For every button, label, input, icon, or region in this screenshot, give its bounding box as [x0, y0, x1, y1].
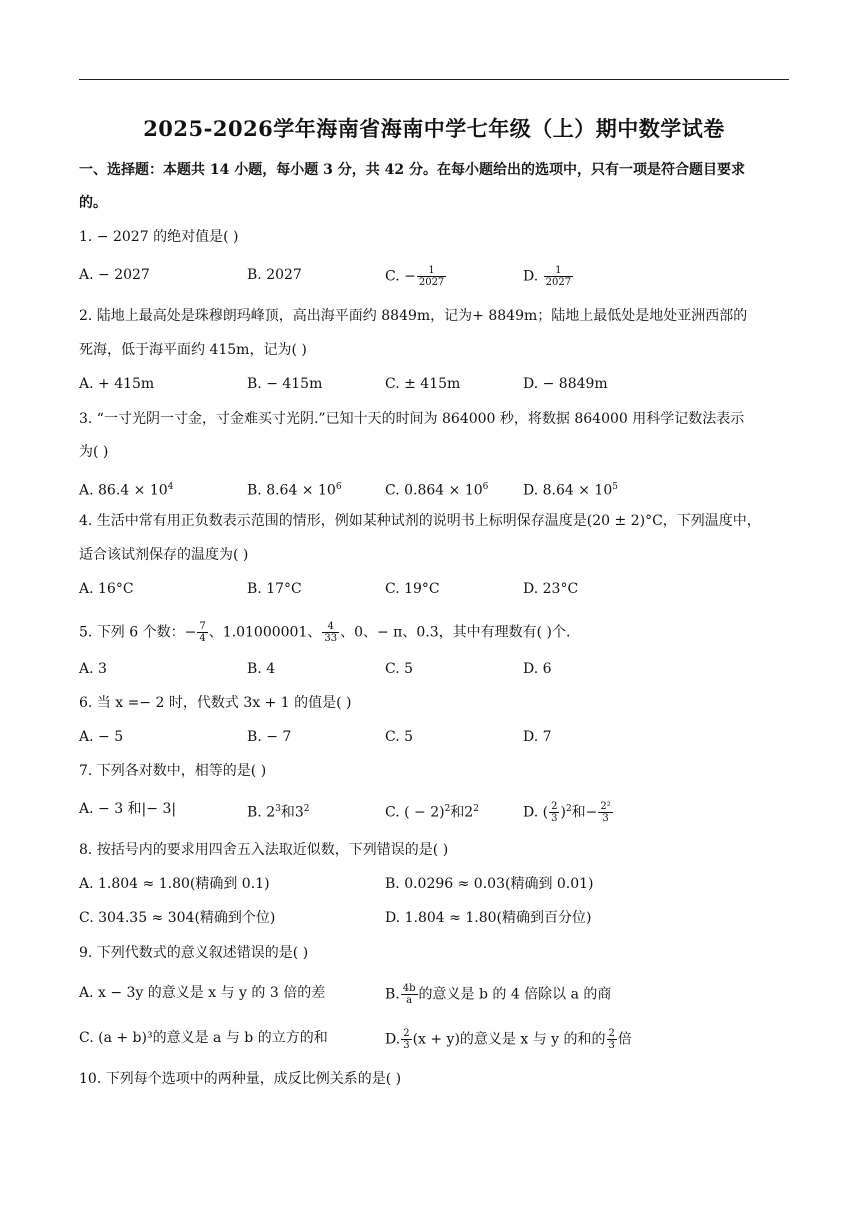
- header-rule: [79, 79, 789, 80]
- q1-option-d: D. $\frac{1}{2027}$: [523, 265, 572, 288]
- q8-option-c: C. 304.35 ≈ 304(精确到个位): [79, 910, 276, 926]
- page-title: 2025-2026学年海南省海南中学七年级（上）期中数学试卷: [143, 116, 725, 141]
- question-2: 2. 陆地上最高处是珠穆朗玛峰顶，高出海平面约 8849m，记为+ 8849m；陆地上最低处是地处亚洲西部的: [79, 308, 748, 324]
- q6-option-c: C. 5: [385, 729, 414, 745]
- q2-option-d: D. − 8849m: [523, 376, 608, 392]
- q9-option-b: B. $\frac{4b}{a}$ 的意义是 b 的 4 倍除以 a 的商: [385, 983, 612, 1006]
- q5-option-b: B. 4: [247, 661, 276, 677]
- question-9: 9. 下列代数式的意义叙述错误的是( ): [79, 945, 309, 961]
- q7-option-d: D. ( $\frac{2}{3}$ )$^2$和− $\frac{\text{2²}}{3}$: [523, 801, 611, 825]
- q4-option-d: D. 23°C: [523, 581, 579, 597]
- q2-option-b: B. − 415m: [247, 376, 323, 392]
- q4-option-a: A. 16°C: [79, 581, 134, 597]
- q9-option-a: A. x − 3y 的意义是 x 与 y 的 3 倍的差: [79, 985, 326, 1001]
- q1-option-a: A. − 2027: [79, 267, 150, 283]
- q5-option-c: C. 5: [385, 661, 414, 677]
- question-3-cont: 为( ): [79, 444, 109, 460]
- question-4-cont: 适合该试剂保存的温度为( ): [79, 547, 249, 563]
- q4-option-c: C. 19°C: [385, 581, 440, 597]
- q3-option-c: C. $0.864 \times 10^6$: [385, 482, 489, 499]
- q1-option-b: B. 2027: [247, 267, 302, 283]
- question-3: 3. “一寸光阴一寸金，寸金难买寸光阴.”已知十天的时间为 864000 秒，将数据 864000 用科学记数法表示: [79, 411, 745, 427]
- q8-option-a: A. 1.804 ≈ 1.80(精确到 0.1): [79, 876, 270, 892]
- q7-option-c: C. ( − 2)$^2$和$2^2$: [385, 804, 479, 821]
- q3-option-a: A. $86.4 \times 10^4$: [79, 482, 174, 499]
- q3-option-d: D. $8.64 \times 10^5$: [523, 482, 618, 499]
- q1-option-c: C. − $\frac{1}{2027}$: [385, 265, 445, 288]
- question-1: 1. − 2027 的绝对值是( ): [79, 229, 239, 245]
- question-4: 4. 生活中常有用正负数表示范围的情形，例如某种试剂的说明书上标明保存温度是(20 ± 2)°C，下列温度中，: [79, 513, 761, 529]
- q8-option-d: D. 1.804 ≈ 1.80(精确到百分位): [385, 910, 592, 926]
- q7-option-b: B. $2^3$和$3^2$: [247, 804, 310, 821]
- question-8: 8. 按括号内的要求用四舍五入法取近似数，下列错误的是( ): [79, 842, 449, 858]
- q2-option-c: C. ± 415m: [385, 376, 461, 392]
- question-7: 7. 下列各对数中，相等的是( ): [79, 763, 267, 779]
- section-heading: 一、选择题：本题共 14 小题，每小题 3 分，共 42 分。在每小题给出的选项中，只有一项是符合题目要求: [79, 162, 745, 178]
- q5-option-a: A. 3: [79, 661, 107, 677]
- q4-option-b: B. 17°C: [247, 581, 302, 597]
- q3-option-b: B. $8.64 \times 10^6$: [247, 482, 342, 499]
- question-6: 6. 当 x =− 2 时，代数式 3x + 1 的值是( ): [79, 695, 352, 711]
- q7-option-a: A. − 3 和|− 3|: [79, 801, 177, 817]
- question-10: 10. 下列每个选项中的两种量，成反比例关系的是( ): [79, 1071, 402, 1087]
- q9-option-d: D. $\frac{2}{3}$ (x + y)的意义是 x 与 y 的和的 $\frac{2}{3}$ 倍: [385, 1028, 632, 1051]
- q6-option-d: D. 7: [523, 729, 552, 745]
- q9-option-c: C. (a + b)³的意义是 a 与 b 的立方的和: [79, 1030, 328, 1046]
- q2-option-a: A. + 415m: [79, 376, 155, 392]
- q6-option-a: A. − 5: [79, 729, 124, 745]
- q6-option-b: B. − 7: [247, 729, 292, 745]
- section-heading-cont: 的。: [79, 195, 107, 211]
- q8-option-b: B. 0.0296 ≈ 0.03(精确到 0.01): [385, 876, 594, 892]
- q5-option-d: D. 6: [523, 661, 552, 677]
- question-2-cont: 死海，低于海平面约 415m，记为( ): [79, 342, 307, 358]
- question-5: 5. 下列 6 个数：− $\frac{7}{4}$ 、1.01000001、 $\frac{4}{33}$ 、0、− π、0.3，其中有理数有( )个.: [79, 621, 571, 644]
